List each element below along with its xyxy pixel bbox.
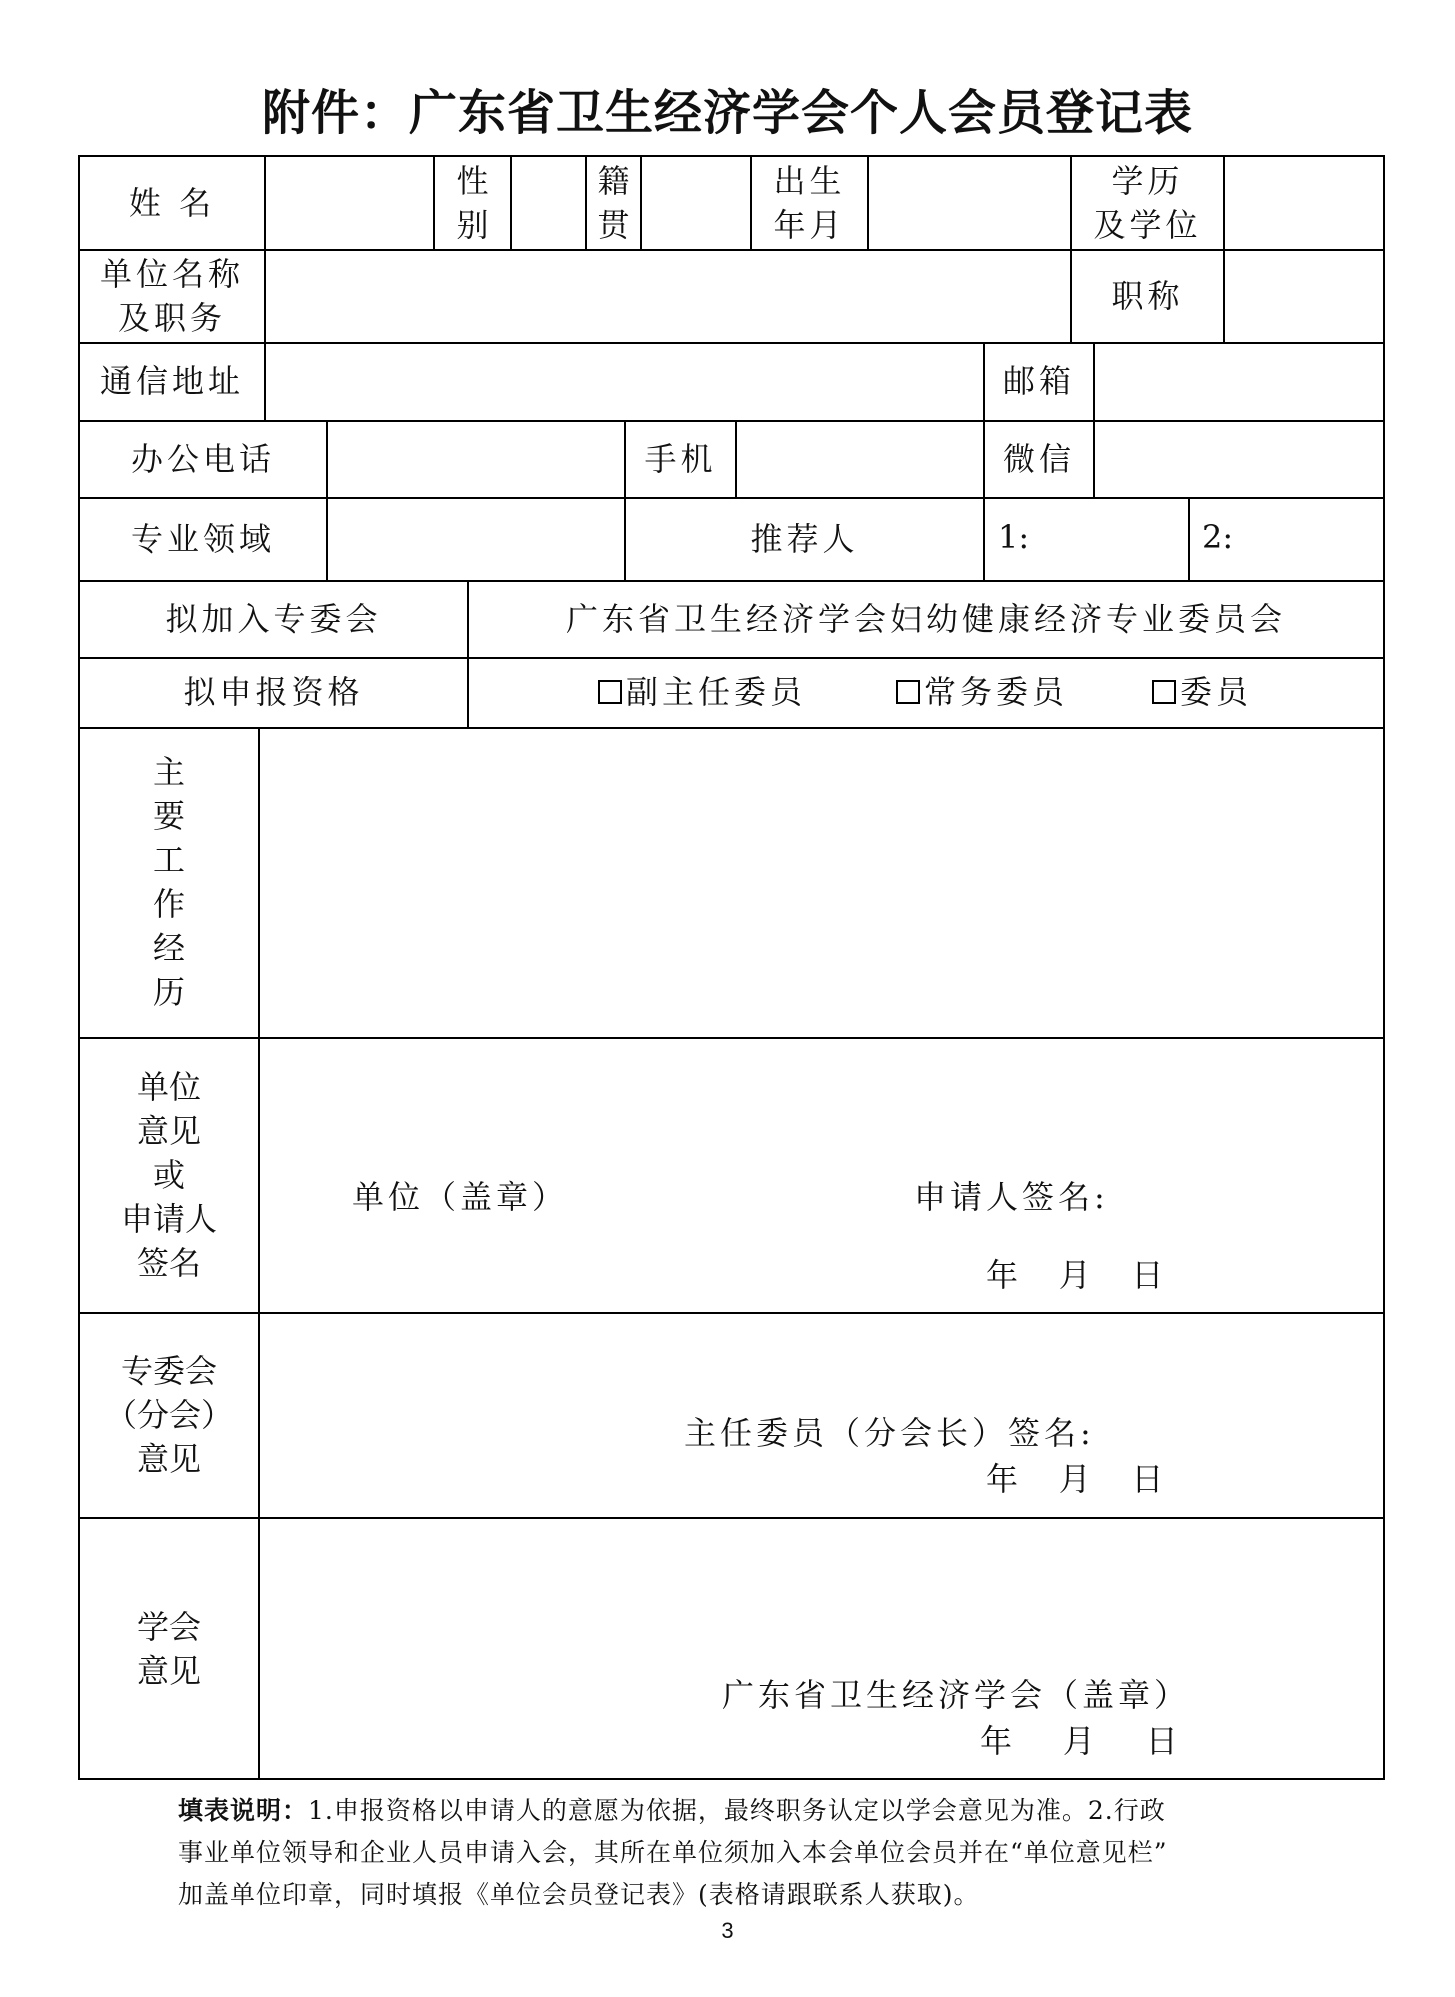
birth-label-line1: 出生 [773,162,846,200]
referrer-2-label: 2: [1202,518,1234,556]
society-stamp-label: 广东省卫生经济学会（盖章） [722,1676,1191,1714]
gender-label-line2: 别 [456,206,489,244]
form-title: 附件：广东省卫生经济学会个人会员登记表 [261,85,1193,141]
education-label [1072,157,1223,249]
director-signature-label: 主任委员（分会长）签名: [684,1414,1095,1452]
committee-opinion-label [80,1312,258,1517]
edu-label-line1: 学历 [1111,162,1184,200]
referrer-label: 推荐人 [750,519,859,558]
page-number: 3 [721,1918,734,1943]
applicant-signature-label: 申请人签名: [914,1178,1109,1216]
committee-value: 广东省卫生经济学会妇幼健康经济专业委员会 [565,599,1286,638]
address-field[interactable] [266,344,983,420]
wechat-field[interactable] [1095,422,1383,497]
label-line: 单位 [136,1067,201,1106]
option-label: 常务委员 [924,673,1069,711]
instructions-text: 1.申报资格以申请人的意愿为依据，最终职务认定以学会意见为准。2.行政 [308,1796,1166,1825]
referrer-2-field[interactable] [1240,499,1383,580]
education-field[interactable] [1225,157,1383,249]
label-line: 申请人 [120,1199,217,1238]
name-field[interactable] [266,157,433,249]
qualification-label: 拟申报资格 [183,673,364,711]
birth-field[interactable] [869,157,1070,249]
mobile-label: 手机 [644,439,717,478]
gender-field[interactable] [512,157,585,249]
row-divider [80,1037,1383,1039]
native-label-line2: 贯 [597,206,630,244]
row-divider [80,1517,1383,1519]
work-experience-label [80,727,258,1037]
option-standing-member[interactable] [896,670,1068,715]
label-char: 工 [152,841,185,879]
committee-label: 拟加入专委会 [165,599,382,638]
option-label: 委员 [1180,673,1253,711]
label-line: 学会 [136,1607,201,1646]
gender-label [435,157,510,249]
unit-label-line2: 及职务 [117,298,226,337]
instructions-line1 [178,1790,1328,1832]
field-label: 专业领域 [130,519,275,558]
instructions-label: 填表说明： [178,1796,309,1825]
unit-stamp-label: 单位（盖章） [352,1178,569,1216]
birth-label-line2: 年月 [773,206,846,244]
label-char: 历 [152,973,185,1011]
label-line: 意见 [136,1111,201,1150]
row-divider [80,1312,1383,1314]
label-line: 或 [152,1155,185,1194]
office-phone-field[interactable] [328,422,624,497]
label-char: 作 [152,885,185,923]
job-title-label: 职称 [1111,276,1184,315]
label-char: 要 [152,797,185,835]
registration-form-table [78,155,1385,1780]
office-phone-label: 办公电话 [130,439,275,478]
unit-opinion-date: 年 月 日 [986,1256,1164,1294]
label-char: 主 [152,753,185,791]
native-place-field[interactable] [642,157,750,249]
label-line: 意见 [136,1439,201,1478]
name-label: 姓 名 [128,184,216,222]
option-vice-director[interactable] [598,670,806,715]
referrer-1-label: 1: [998,518,1030,556]
birth-label [752,157,867,249]
checkbox-icon[interactable] [1152,680,1176,704]
field-input[interactable] [328,499,624,580]
unit-label-line1: 单位名称 [99,254,244,293]
society-opinion-date: 年 月 日 [980,1722,1178,1760]
unit-label [80,249,264,342]
checkbox-icon[interactable] [598,680,622,704]
checkbox-icon[interactable] [896,680,920,704]
society-opinion-label [80,1517,258,1780]
gender-label-line1: 性 [456,162,489,200]
wechat-label: 微信 [1002,439,1075,478]
col-divider [1188,497,1190,580]
label-char: 经 [152,929,185,967]
committee-opinion-date: 年 月 日 [986,1460,1164,1498]
filling-instructions [178,1790,1328,1916]
instructions-line2: 事业单位领导和企业人员申请入会，其所在单位须加入本会单位会员并在“单位意见栏” [178,1838,1168,1867]
job-title-field[interactable] [1225,251,1383,342]
email-label: 邮箱 [1002,362,1075,400]
label-line: 专委会 [120,1351,217,1390]
instructions-line3: 加盖单位印章，同时填报《单位会员登记表》(表格请跟联系人获取)。 [178,1880,980,1909]
label-line: （分会） [104,1395,233,1434]
option-member[interactable] [1152,670,1252,715]
unit-field[interactable] [266,251,1070,342]
edu-label-line2: 及学位 [1093,206,1202,244]
email-field[interactable] [1095,344,1383,420]
referrer-1-field[interactable] [1040,499,1188,580]
option-label: 副主任委员 [626,673,807,711]
label-line: 意见 [136,1651,201,1690]
native-place-label [587,157,640,249]
address-label: 通信地址 [99,362,244,400]
unit-opinion-label [80,1037,258,1312]
mobile-field[interactable] [737,422,983,497]
work-experience-field[interactable] [260,729,1383,1037]
label-line: 签名 [136,1243,201,1282]
native-label-line1: 籍 [597,162,630,200]
